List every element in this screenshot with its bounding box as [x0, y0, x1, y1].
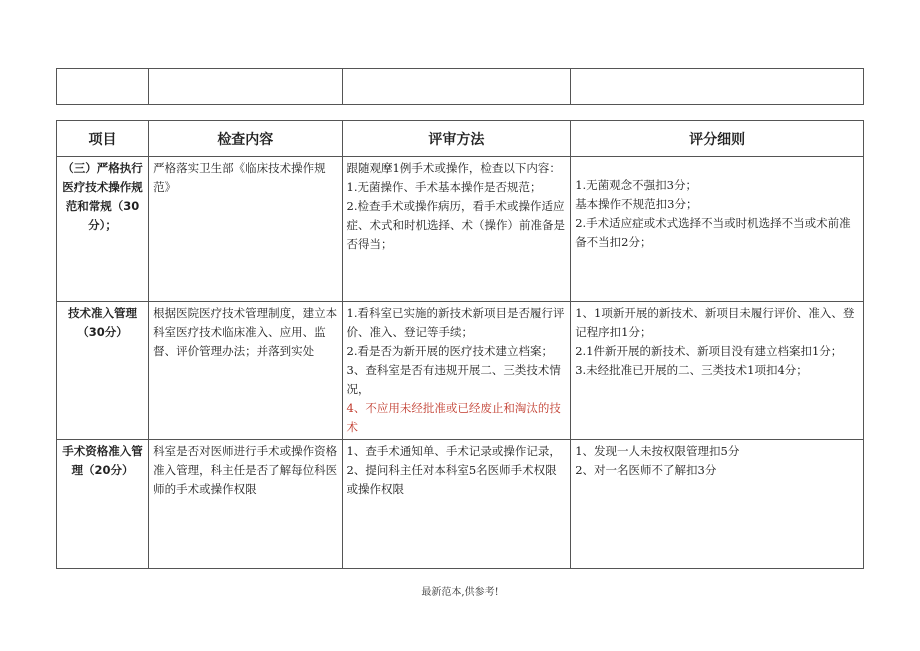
content-cell: 严格落实卫生部《临床技术操作规范》 — [149, 157, 342, 302]
method-line: 2、提问科主任对本科室5名医师手术权限或操作权限 — [346, 463, 557, 496]
method-line: 1.无菌操作、手术基本操作是否规范； — [346, 180, 542, 194]
scoring-line: 基本操作不规范扣3分； — [575, 197, 698, 211]
scoring-line: 1、1项新开展的新技术、新项目未履行评价、准入、登记程序扣1分； — [575, 306, 855, 339]
scoring-line: 2.1件新开展的新技术、新项目没有建立档案扣1分； — [575, 344, 843, 358]
item-cell: 技术准入管理（30分） — [57, 302, 149, 440]
method-line: 跟随观摩1例手术或操作，检查以下内容： — [346, 161, 561, 175]
top-empty-table — [56, 68, 864, 105]
method-cell — [342, 157, 571, 302]
method-line: 2.看是否为新开展的医疗技术建立档案； — [346, 344, 554, 358]
item-cell: （三）严格执行医疗技术操作规范和常规（30分）； — [57, 157, 149, 302]
method-line: 3、查科室是否有违规开展二、三类技术情况， — [346, 363, 561, 396]
method-line: 1.看科室已实施的新技术新项目是否履行评价、准入、登记等手续； — [346, 306, 565, 339]
header-method: 评审方法 — [342, 121, 571, 157]
item-cell: 手术资格准入管理（20分） — [57, 440, 149, 569]
evaluation-table — [56, 120, 864, 569]
scoring-line: 3.未经批准已开展的二、三类技术1项扣4分； — [575, 363, 808, 377]
table-row — [57, 157, 864, 302]
empty-cell — [342, 69, 571, 105]
table-row — [57, 302, 864, 440]
content-cell: 科室是否对医师进行手术或操作资格准入管理，科主任是否了解每位科医师的手术或操作权限 — [149, 440, 342, 569]
scoring-line: 2、对一名医师不了解扣3分 — [575, 463, 717, 477]
header-item: 项目 — [57, 121, 149, 157]
header-content: 检查内容 — [149, 121, 342, 157]
method-line: 2.检查手术或操作病历，看手术或操作适应症、术式和时机选择、术（操作）前准备是否得当； — [346, 199, 566, 251]
method-line: 1、查手术通知单、手术记录或操作记录， — [346, 444, 561, 458]
scoring-line: 2.手术适应症或术式选择不当或时机选择不当或术前准备不当扣2分； — [575, 216, 851, 249]
scoring-cell — [571, 440, 864, 569]
content-cell: 根据医院医疗技术管理制度，建立本科室医疗技术临床准入、应用、监督、评价管理办法；并落到实处 — [149, 302, 342, 440]
page-footer: 最新范本,供参考! — [421, 587, 499, 598]
method-cell — [342, 440, 571, 569]
empty-cell — [57, 69, 149, 105]
method-line-highlight: 4、不应用未经批准或已经废止和淘汰的技术 — [346, 401, 561, 434]
empty-cell — [149, 69, 342, 105]
scoring-line: 1.无菌观念不强扣3分； — [575, 178, 697, 192]
header-scoring: 评分细则 — [571, 121, 864, 157]
empty-cell — [571, 69, 864, 105]
header-row — [57, 121, 864, 157]
method-cell — [342, 302, 571, 440]
table-row — [57, 440, 864, 569]
empty-row — [57, 69, 864, 105]
scoring-cell — [571, 157, 864, 302]
scoring-cell — [571, 302, 864, 440]
scoring-line: 1、发现一人未按权限管理扣5分 — [575, 444, 740, 458]
